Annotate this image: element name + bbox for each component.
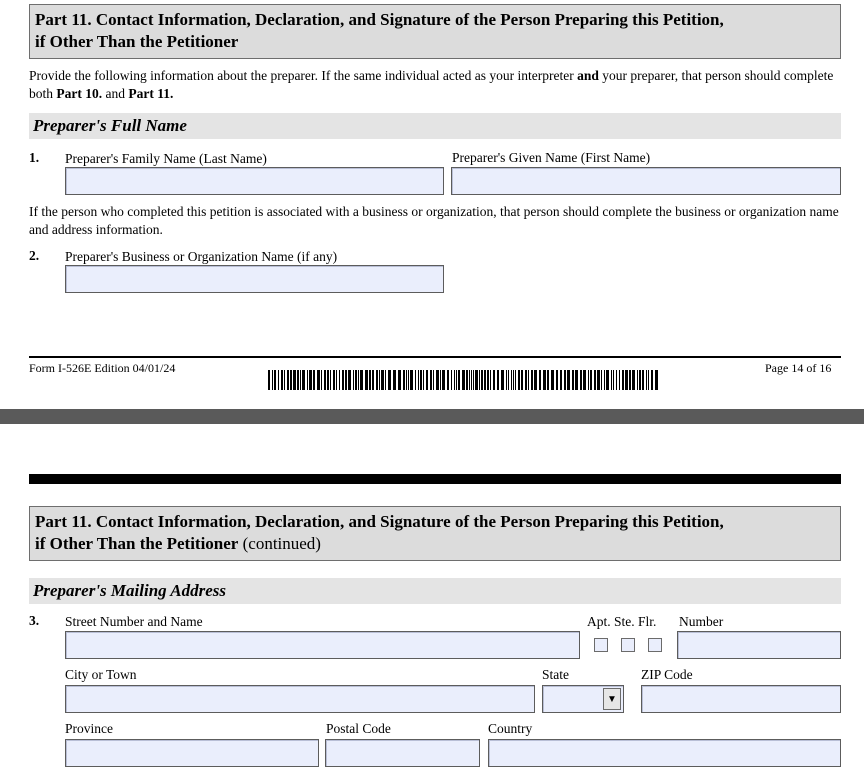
barcode-bar bbox=[513, 370, 514, 390]
item-2-number: 2. bbox=[29, 248, 40, 263]
barcode-bar bbox=[410, 370, 413, 390]
barcode-bar bbox=[317, 370, 320, 390]
barcode-bar bbox=[531, 370, 533, 390]
part-11-continued-line1: Part 11. Contact Information, Declaration, and Signature of the Person Preparing this Petition, bbox=[35, 512, 724, 531]
barcode-bar bbox=[274, 370, 276, 390]
barcode-bar bbox=[616, 370, 617, 390]
street-label: Street Number and Name bbox=[65, 614, 203, 629]
barcode-bar bbox=[613, 370, 614, 390]
barcode-bar bbox=[637, 370, 638, 390]
barcode bbox=[268, 370, 662, 390]
barcode-bar bbox=[451, 370, 452, 390]
barcode-bar bbox=[313, 370, 315, 390]
province-field[interactable] bbox=[65, 739, 319, 767]
barcode-bar bbox=[297, 370, 299, 390]
item-1-number: 1. bbox=[29, 150, 40, 165]
barcode-bar bbox=[447, 370, 449, 390]
barcode-bar bbox=[551, 370, 554, 390]
barcode-bar bbox=[497, 370, 499, 390]
barcode-bar bbox=[324, 370, 326, 390]
barcode-bar bbox=[539, 370, 541, 390]
barcode-bar bbox=[556, 370, 558, 390]
barcode-bar bbox=[575, 370, 578, 390]
barcode-bar bbox=[469, 370, 470, 390]
part-11-continued-line2: if Other Than the Petitioner (continued) bbox=[35, 534, 321, 553]
apt-checkbox[interactable] bbox=[594, 638, 608, 652]
barcode-bar bbox=[597, 370, 600, 390]
barcode-bar bbox=[365, 370, 368, 390]
footer-rule bbox=[29, 356, 841, 358]
page-number: Page 14 of 16 bbox=[765, 361, 832, 375]
barcode-bar bbox=[309, 370, 312, 390]
barcode-bar bbox=[493, 370, 495, 390]
barcode-bar bbox=[321, 370, 322, 390]
barcode-bar bbox=[543, 370, 546, 390]
barcode-bar bbox=[393, 370, 396, 390]
city-field[interactable] bbox=[65, 685, 535, 713]
ste-checkbox[interactable] bbox=[621, 638, 635, 652]
barcode-bar bbox=[442, 370, 445, 390]
barcode-bar bbox=[379, 370, 380, 390]
barcode-bar bbox=[506, 370, 507, 390]
number-label: Number bbox=[679, 614, 724, 629]
barcode-bar bbox=[430, 370, 432, 390]
barcode-bar bbox=[594, 370, 596, 390]
barcode-bar bbox=[487, 370, 489, 390]
postal-code-label: Postal Code bbox=[326, 721, 391, 736]
street-field[interactable] bbox=[65, 631, 580, 659]
barcode-bar bbox=[534, 370, 537, 390]
given-name-label: Preparer's Given Name (First Name) bbox=[452, 150, 651, 165]
barcode-bar bbox=[293, 370, 296, 390]
barcode-bar bbox=[272, 370, 273, 390]
barcode-bar bbox=[423, 370, 424, 390]
postal-code-field[interactable] bbox=[325, 739, 480, 767]
barcode-bar bbox=[564, 370, 566, 390]
barcode-bar bbox=[418, 370, 419, 390]
flr-checkbox[interactable] bbox=[648, 638, 662, 652]
barcode-bar bbox=[632, 370, 635, 390]
section-preparer-mailing-address: Preparer's Mailing Address bbox=[29, 578, 841, 604]
barcode-bar bbox=[388, 370, 391, 390]
business-name-field[interactable] bbox=[65, 265, 444, 293]
barcode-bar bbox=[333, 370, 335, 390]
part-11-header bbox=[29, 4, 841, 59]
barcode-bar bbox=[521, 370, 523, 390]
barcode-bar bbox=[281, 370, 283, 390]
barcode-bar bbox=[302, 370, 305, 390]
business-name-label: Preparer's Business or Organization Name (if any) bbox=[65, 249, 338, 264]
barcode-bar bbox=[327, 370, 329, 390]
barcode-bar bbox=[572, 370, 574, 390]
barcode-bar bbox=[629, 370, 631, 390]
barcode-bar bbox=[462, 370, 465, 390]
city-label: City or Town bbox=[65, 667, 137, 682]
barcode-bar bbox=[619, 370, 620, 390]
barcode-bar bbox=[348, 370, 351, 390]
family-name-label: Preparer's Family Name (Last Name) bbox=[65, 151, 267, 166]
state-label: State bbox=[542, 667, 569, 682]
barcode-bar bbox=[360, 370, 363, 390]
barcode-bar bbox=[567, 370, 570, 390]
barcode-bar bbox=[646, 370, 647, 390]
barcode-bar bbox=[466, 370, 468, 390]
barcode-bar bbox=[403, 370, 405, 390]
barcode-bar bbox=[290, 370, 292, 390]
business-note: If the person who completed this petition is associated with a business or organization, that person should complete the business or organization name and address information. bbox=[29, 204, 839, 237]
barcode-bar bbox=[372, 370, 374, 390]
barcode-bar bbox=[336, 370, 337, 390]
barcode-bar bbox=[648, 370, 649, 390]
country-label: Country bbox=[488, 721, 533, 736]
section-preparer-full-name: Preparer's Full Name bbox=[29, 113, 841, 139]
barcode-bar bbox=[604, 370, 605, 390]
barcode-bar bbox=[307, 370, 308, 390]
barcode-bar bbox=[436, 370, 439, 390]
part-11-header-line2: if Other Than the Petitioner bbox=[35, 32, 239, 51]
barcode-bar bbox=[433, 370, 434, 390]
barcode-bar bbox=[406, 370, 407, 390]
zip-label: ZIP Code bbox=[641, 667, 693, 682]
barcode-bar bbox=[345, 370, 347, 390]
form-edition: Form I-526E Edition 04/01/24 bbox=[29, 361, 176, 375]
barcode-bar bbox=[456, 370, 457, 390]
barcode-bar bbox=[515, 370, 516, 390]
barcode-bar bbox=[369, 370, 371, 390]
country-field[interactable] bbox=[488, 739, 841, 767]
barcode-bar bbox=[420, 370, 422, 390]
barcode-bar bbox=[484, 370, 486, 390]
barcode-bar bbox=[376, 370, 378, 390]
barcode-bar bbox=[606, 370, 609, 390]
barcode-bar bbox=[471, 370, 472, 390]
barcode-bar bbox=[481, 370, 483, 390]
barcode-bar bbox=[355, 370, 357, 390]
barcode-bar bbox=[528, 370, 529, 390]
barcode-bar bbox=[639, 370, 641, 390]
barcode-bar bbox=[588, 370, 589, 390]
barcode-bar bbox=[330, 370, 331, 390]
apt-ste-flr-label: Apt. Ste. Flr. bbox=[587, 614, 657, 629]
barcode-bar bbox=[580, 370, 582, 390]
item-3-number: 3. bbox=[29, 613, 40, 628]
barcode-bar bbox=[415, 370, 416, 390]
barcode-bar bbox=[385, 370, 386, 390]
barcode-bar bbox=[381, 370, 384, 390]
barcode-bar bbox=[508, 370, 509, 390]
barcode-bar bbox=[625, 370, 628, 390]
barcode-bar bbox=[300, 370, 301, 390]
given-name-field[interactable] bbox=[451, 167, 841, 195]
barcode-bar bbox=[590, 370, 592, 390]
part-11-header-continued bbox=[29, 506, 841, 561]
barcode-bar bbox=[651, 370, 653, 390]
barcode-bar bbox=[518, 370, 520, 390]
barcode-bar bbox=[454, 370, 455, 390]
barcode-bar bbox=[473, 370, 474, 390]
barcode-bar bbox=[342, 370, 344, 390]
barcode-bar bbox=[622, 370, 624, 390]
barcode-bar bbox=[547, 370, 549, 390]
province-label: Province bbox=[65, 721, 113, 736]
barcode-bar bbox=[287, 370, 289, 390]
barcode-bar bbox=[655, 370, 658, 390]
barcode-bar bbox=[479, 370, 480, 390]
page-gap bbox=[0, 409, 864, 424]
page-top-rule bbox=[29, 474, 841, 484]
barcode-bar bbox=[501, 370, 504, 390]
barcode-bar bbox=[339, 370, 340, 390]
barcode-bar bbox=[278, 370, 279, 390]
barcode-bar bbox=[440, 370, 441, 390]
barcode-bar bbox=[353, 370, 354, 390]
chevron-down-icon[interactable]: ▼ bbox=[603, 688, 621, 710]
barcode-bar bbox=[458, 370, 460, 390]
zip-field[interactable] bbox=[641, 685, 841, 713]
barcode-bar bbox=[426, 370, 428, 390]
barcode-bar bbox=[284, 370, 285, 390]
barcode-bar bbox=[525, 370, 527, 390]
barcode-bar bbox=[511, 370, 512, 390]
barcode-bar bbox=[398, 370, 401, 390]
part-11-header-line1: Part 11. Contact Information, Declaration, and Signature of the Person Preparing this Petition, bbox=[35, 10, 724, 29]
apt-number-field[interactable] bbox=[677, 631, 841, 659]
barcode-bar bbox=[560, 370, 562, 390]
barcode-bar bbox=[611, 370, 612, 390]
barcode-bar bbox=[408, 370, 409, 390]
barcode-bar bbox=[475, 370, 478, 390]
barcode-bar bbox=[490, 370, 491, 390]
family-name-field[interactable] bbox=[65, 167, 444, 195]
barcode-bar bbox=[601, 370, 602, 390]
barcode-bar bbox=[358, 370, 359, 390]
barcode-bar bbox=[583, 370, 586, 390]
barcode-bar bbox=[642, 370, 644, 390]
preparer-intro: Provide the following information about the preparer. If the same individual acted as your interpreter and your preparer, that person should complete both Part 10. and Part 11. bbox=[29, 68, 834, 101]
barcode-bar bbox=[268, 370, 270, 390]
